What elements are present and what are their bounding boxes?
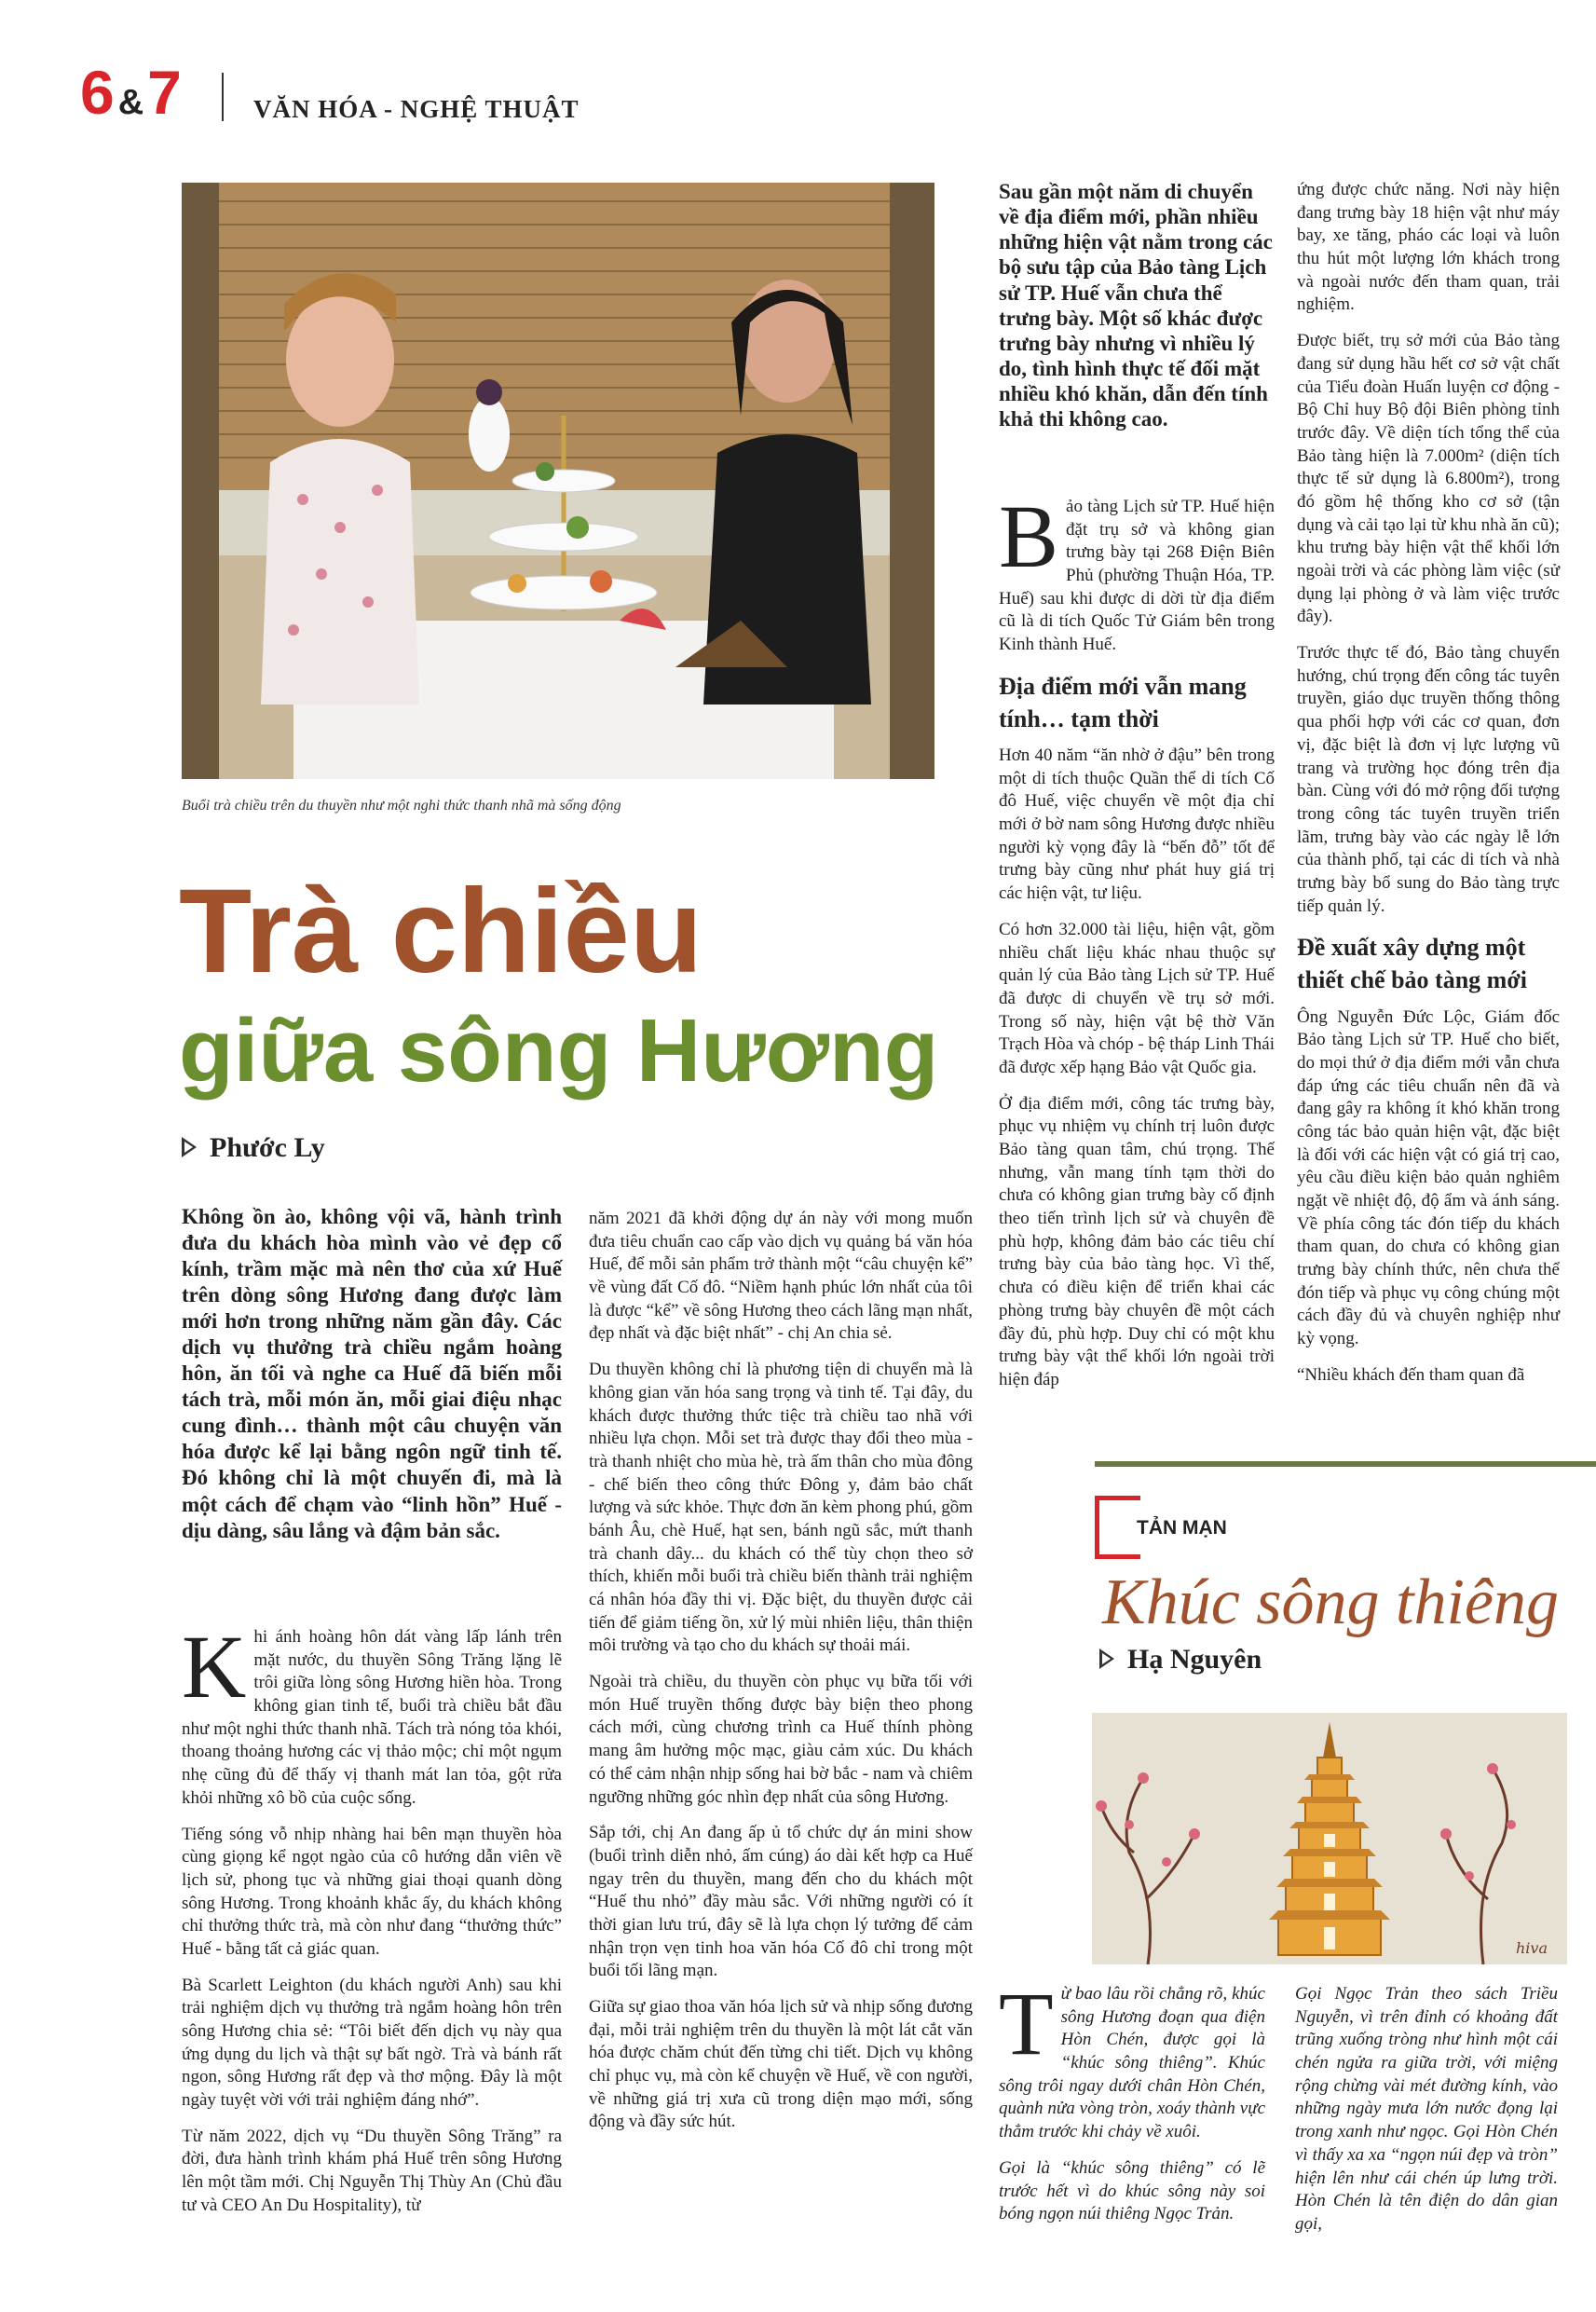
article-column-2 [589, 1208, 973, 2147]
page-number-b: 7 [147, 58, 182, 127]
tea-party-photo [182, 183, 934, 779]
section-divider [1095, 1461, 1596, 1467]
illustration-signature: hiva [1516, 1939, 1548, 1957]
article-paragraph: năm 2021 đã khởi động dự án này với mong muốn đưa tiêu chuẩn cao cấp vào dịch vụ quảng bá văn hóa Huế, để mỗi sản phẩm trở thành một “câu chuyện kể” về vùng đất Cố đô. “Niềm hạnh phúc lớn nhất của tôi là được “kể” về sông Hương theo cách lãng mạn nhất, đẹp nhất và đặc biệt nhất” - chị An chia sẻ. [589, 1209, 973, 1344]
article-title-line1: Trà chiều [179, 865, 703, 998]
article-paragraph: Giữa sự giao thoa văn hóa lịch sử và nhịp sống đương đại, mỗi trải nghiệm trên du thuyền là một lát cắt văn hóa được chăm chút đến từng chi tiết. Dịch vụ không chỉ phục vụ, mà còn kể chuyện về Huế, về con người, về những giá trị xưa cũ trong diện mạo mới, sống động và đầy sức hút. [589, 1997, 973, 2132]
article-column-1 [182, 1617, 562, 2231]
article-paragraph: “Nhiều khách đến tham quan đã [1297, 1364, 1525, 1385]
museum-column-1 [999, 486, 1275, 1405]
article-author [182, 1132, 325, 1164]
tanman-column-2 [1295, 1983, 1558, 2250]
article-paragraph [999, 1974, 1265, 2144]
drop-cap: B [999, 486, 1059, 586]
article-lead: Không ồn ào, không vội vã, hành trình đưa du khách hòa mình vào vẻ đẹp cổ kính, trầm mặc mà nên thơ của xứ Huế trên dòng sông Hương đang được làm mới hơn trong những năm gần đây. Các dịch vụ thưởng trà chiều ngắm hoàng hôn, ăn tối và nghe ca Huế đã biến mỗi tách trà, mỗi món ăn, mỗi giai điệu nhạc cung đình… thành một câu chuyện văn hóa được kể lại bằng ngôn ngữ tinh tế. Đó không chỉ là một chuyến đi, mà là một cách để chạm vào “linh hồn” Huế - dịu dàng, sâu lắng và đậm bản sắc. [182, 1205, 562, 1542]
article-paragraph: Gọi là “khúc sông thiêng” có lẽ trước hết vì do khúc sông này soi bóng ngọn núi thiêng Ngọc Trản. [999, 2157, 1265, 2224]
drop-cap: K [182, 1617, 247, 1717]
page-number-a: 6 [80, 58, 115, 127]
article-paragraph: Ở địa điểm mới, công tác trưng bày, phục vụ nhiệm vụ chính trị luôn được Bảo tàng quan tâm, chú trọng. Thế nhưng, vẫn mang tính tạm thời do chưa có không gian trưng bày cố định theo tiến trình lịch sử và chuyên đề phù hợp, không đảm bảo các tiêu chí trưng bày của bảo tàng học. Vì thế, chưa có điều kiện để triển khai các phòng trưng bày chuyên đề một cách đầy đủ, phù hợp. Duy chỉ có một khu trưng bày vật thể khối lớn ngoài trời hiện đáp [999, 1093, 1275, 1389]
museum-subhead: Địa điểm mới vẫn mang tính… tạm thời [999, 672, 1247, 732]
tanman-label: TẢN MẠN [1137, 1517, 1227, 1539]
article-paragraph: Sắp tới, chị An đang ấp ủ tổ chức dự án mini show (buổi trình diễn nhỏ, ấm cúng) áo dài kết hợp ca Huế ngay trên du thuyền, mang đến cho du khách một “Huế thu nhỏ” đầy màu sắc. Với những người có ít thời gian lưu trú, đây sẽ là lựa chọn lý tưởng để cảm nhận trọn vẹn tinh hoa văn hóa Cố đô chỉ trong một buổi tối lãng mạn. [589, 1823, 973, 1981]
article-paragraph: Từ năm 2022, dịch vụ “Du thuyền Sông Trăng” ra đời, đưa hành trình khám phá Huế trên sông Hương lên một tầm mới. Chị Nguyễn Thị Thùy An (Chủ đầu tư và CEO An Du Hospitality), từ [182, 2126, 562, 2215]
page-number [80, 58, 182, 127]
pagoda-icon [1092, 1713, 1567, 1964]
article-photo [182, 183, 934, 779]
article-paragraph: Du thuyền không chỉ là phương tiện di chuyển mà là không gian văn hóa sang trọng và tinh tế. Tại đây, du khách được thưởng thức tiệc trà chiều tao nhã với nhiều lựa chọn. Mỗi set trà được thay đổi theo mùa - trà thanh nhiệt cho mùa hè, trà ấm thân cho mùa đông - chế biến theo công thức Đông y, đảm bảo chất lượng và sức khỏe. Thực đơn ăn kèm phong phú, gồm bánh Âu, chè Huế, hạt sen, bánh ngũ sắc, mứt thanh trà chanh dây... du khách có thể tùy chọn theo sở thích, khiến mỗi buổi trà chiều biến thành trải nghiệm cá nhân hóa đầy thi vị. Đặc biệt, du thuyền được cải tiến để giảm tiếng ồn, xử lý mùi nhiên liệu, thân thiện môi trường và tạo cho du khách sự thoải mái. [589, 1360, 973, 1656]
tanman-title: Khúc sông thiêng [1102, 1566, 1559, 1638]
section-title: VĂN HÓA - NGHỆ THUẬT [253, 95, 580, 123]
article-paragraph: Bà Scarlett Leighton (du khách người Anh) sau khi trải nghiệm dịch vụ thưởng trà ngắm hoàng hôn trên sông Hương chia sẻ: “Tôi biết đến dịch vụ này qua ứng dụng du lịch và thật sự bất ngờ. Trà và bánh rất ngon, sông Hương rất đẹp và thơ mộng. Đây là một ngày tuyệt vời với trải nghiệm đáng nhớ”. [182, 1975, 562, 2111]
paragraph-text: ảo tàng Lịch sử TP. Huế hiện đặt trụ sở và không gian trưng bày tại 268 Điện Biên Phủ (phường Thuận Hóa, TP. Huế) sau khi được di dời từ địa điểm cũ là di tích Quốc Tử Giám bên trong Kinh thành Huế. [999, 497, 1275, 655]
tanman-author-name: Hạ Nguyên [1127, 1644, 1262, 1675]
pagoda-illustration [1092, 1713, 1567, 1964]
article-paragraph: Hơn 40 năm “ăn nhờ ở đậu” bên trong một di tích thuộc Quần thể di tích Cố đô Huế, việc chuyển về một địa chỉ mới ở bờ nam sông Hương được nhiều người kỳ vọng đây là “bến đỗ” tốt để trưng bày cũng như phát huy giá trị các hiện vật, tư liệu. [999, 746, 1275, 904]
article-paragraph: Có hơn 32.000 tài liệu, hiện vật, gồm nhiều chất liệu khác nhau thuộc sự quản lý của Bảo tàng Lịch sử TP. Huế đã được di chuyển về trụ sở mới. Trong số này, hiện vật bệ thờ Văn Trạch Hòa và chóp - bệ tháp Linh Thái đã được xếp hạng Bảo vật Quốc gia. [999, 919, 1275, 1077]
photo-caption: Buổi trà chiều trên du thuyền như một nghi thức thanh nhã mà sống động [182, 798, 621, 814]
article-paragraph: ứng được chức năng. Nơi này hiện đang trưng bày 18 hiện vật như máy bay, xe tăng, pháo các loại và luôn thu hút một lượng lớn khách trong và ngoài nước đến tham quan, trải nghiệm. [1297, 180, 1560, 315]
article-paragraph: Trước thực tế đó, Bảo tàng chuyển hướng, chú trọng đến công tác tuyên truyền, giáo dục truyền thống thông qua phối hợp với các cơ quan, đơn vị, đặc biệt là đơn vị lực lượng vũ trang và trường học đóng trên địa bàn. Cùng với đó mở rộng đối tượng trong công tác tuyên truyền triển lãm, trưng bày vào các ngày lễ lớn của thành phố, tại các di tích và nhà trưng bày bổ sung do Bảo tàng trực tiếp quản lý. [1297, 643, 1560, 916]
article-paragraph: Ông Nguyễn Đức Lộc, Giám đốc Bảo tàng Lịch sử TP. Huế cho biết, do mọi thứ ở địa điểm mới vẫn chưa đáp ứng các tiêu chuẩn nên đã và đang gây ra không ít khó khăn trong công tác bảo quản hiện vật, đặc biệt là đối với các hiện vật có giá trị cao, yêu cầu điều kiện bảo quản nghiêm ngặt về nhiệt độ, độ ẩm và ánh sáng. Về phía công tác đón tiếp du khách tham quan, do chưa có không gian trưng bày chính thức, nên chưa thể đón tiếp và phục vụ công chúng một cách đầy đủ và chuyên nghiệp như kỳ vọng. [1297, 1006, 1560, 1349]
byline-arrow-icon [182, 1137, 197, 1157]
museum-column-2 [1297, 179, 1560, 1401]
article-paragraph: Tiếng sóng vỗ nhịp nhàng hai bên mạn thuyền hòa cùng giọng kể ngọt ngào của cô hướng dẫn viên về lịch sử, phong tục và những giai thoại quanh dòng sông Hương. Trong khoảnh khắc ấy, du khách không chỉ thưởng thức trà, mà còn như đang “thưởng thức” Huế - bằng tất cả giác quan. [182, 1824, 562, 1959]
museum-subhead: Đề xuất xây dựng một thiết chế bảo tàng mới [1297, 934, 1527, 994]
article-author-name: Phước Ly [210, 1132, 325, 1163]
article-title-line2: giữa sông Hương [179, 1001, 939, 1101]
header-divider [222, 73, 224, 121]
tanman-bracket [1095, 1496, 1140, 1559]
museum-intro: Sau gần một năm di chuyển về địa điểm mới, phần nhiều những hiện vật nằm trong các bộ sưu tập của Bảo tàng Lịch sử TP. Huế vẫn chưa thể trưng bày. Một số khác được trưng bày nhưng vì nhiều lý do, tình hình thực tế đối mặt nhiều khó khăn, dẫn đến tính khả thi không cao. [999, 180, 1273, 431]
byline-arrow-icon [1099, 1648, 1114, 1669]
tanman-column-1 [999, 1974, 1265, 2239]
article-paragraph: Được biết, trụ sở mới của Bảo tàng đang sử dụng hầu hết cơ sở vật chất của Tiểu đoàn Huấn luyện cơ động - Bộ Chỉ huy Bộ đội Biên phòng tỉnh trước đây. Về diện tích tổng thể của Bảo tàng hiện là 7.000m² (diện tích thực tế sử dụng là 6.800m²), trong đó gồm hệ thống kho cơ sở (tận dụng và cải tạo lại từ khu nhà ăn cũ); khu trưng bày hiện vật thể khối lớn ngoài trời và các phòng làm việc (sử dụng lại phòng ở và làm việc trước đây). [1297, 331, 1561, 627]
article-paragraph [999, 486, 1275, 657]
article-paragraph: Ngoài trà chiều, du thuyền còn phục vụ bữa tối với món Huế truyền thống được bày biện theo phong cách mới, cùng chương trình ca Huế thính phòng mang âm hưởng mộc mạc, giàu cảm xúc. Du khách có thể cảm nhận nhịp sống hai bờ bắc - nam và chiêm ngưỡng những góc nhìn đẹp nhất của sông Hương. [589, 1672, 973, 1807]
article-paragraph: Gọi Ngọc Trản theo sách Triều Nguyễn, vì trên đỉnh có khoảng đất trũng xuống tròng như hình một cái chén ngửa ra giữa trời, với miệng rộng chừng vài mét đường kính, vào những ngày mưa lớn nước đọng lại trong xanh như ngọc. Gọi Hòn Chén vì thấy xa xa “ngọn núi đẹp và tròn” hiện lên như cái chén úp lưng trời. Hòn Chén là tên điện do dân gian gọi, [1295, 1984, 1558, 2234]
paragraph-text: ừ bao lâu rồi chẳng rõ, khúc sông Hương đoạn qua điện Hòn Chén, được gọi là “khúc sông thiêng”. Khúc sông trôi ngay dưới chân Hòn Chén, quành nửa vòng tròn, xoáy thành vực thẳm trước khi chảy về xuôi. [999, 1984, 1265, 2142]
paragraph-text: hi ánh hoàng hôn dát vàng lấp lánh trên mặt nước, du thuyền Sông Trăng lặng lẽ trôi giữa lòng sông Hương hiền hòa. Trong không gian tinh tế, buổi trà chiều bắt đầu như một nghi thức thanh nhã. Tách trà nóng tỏa khói, thoang thoảng hương các vị thảo mộc; chỉ một ngụm nhẹ cũng đủ để thấy vị thanh mát lan tỏa, gột rửa khỏi những xô bồ của cuộc sống. [182, 1627, 562, 1808]
page-number-amp: & [117, 83, 144, 122]
tanman-author [1099, 1644, 1262, 1676]
article-paragraph [182, 1617, 562, 1811]
drop-cap: T [999, 1974, 1054, 2073]
